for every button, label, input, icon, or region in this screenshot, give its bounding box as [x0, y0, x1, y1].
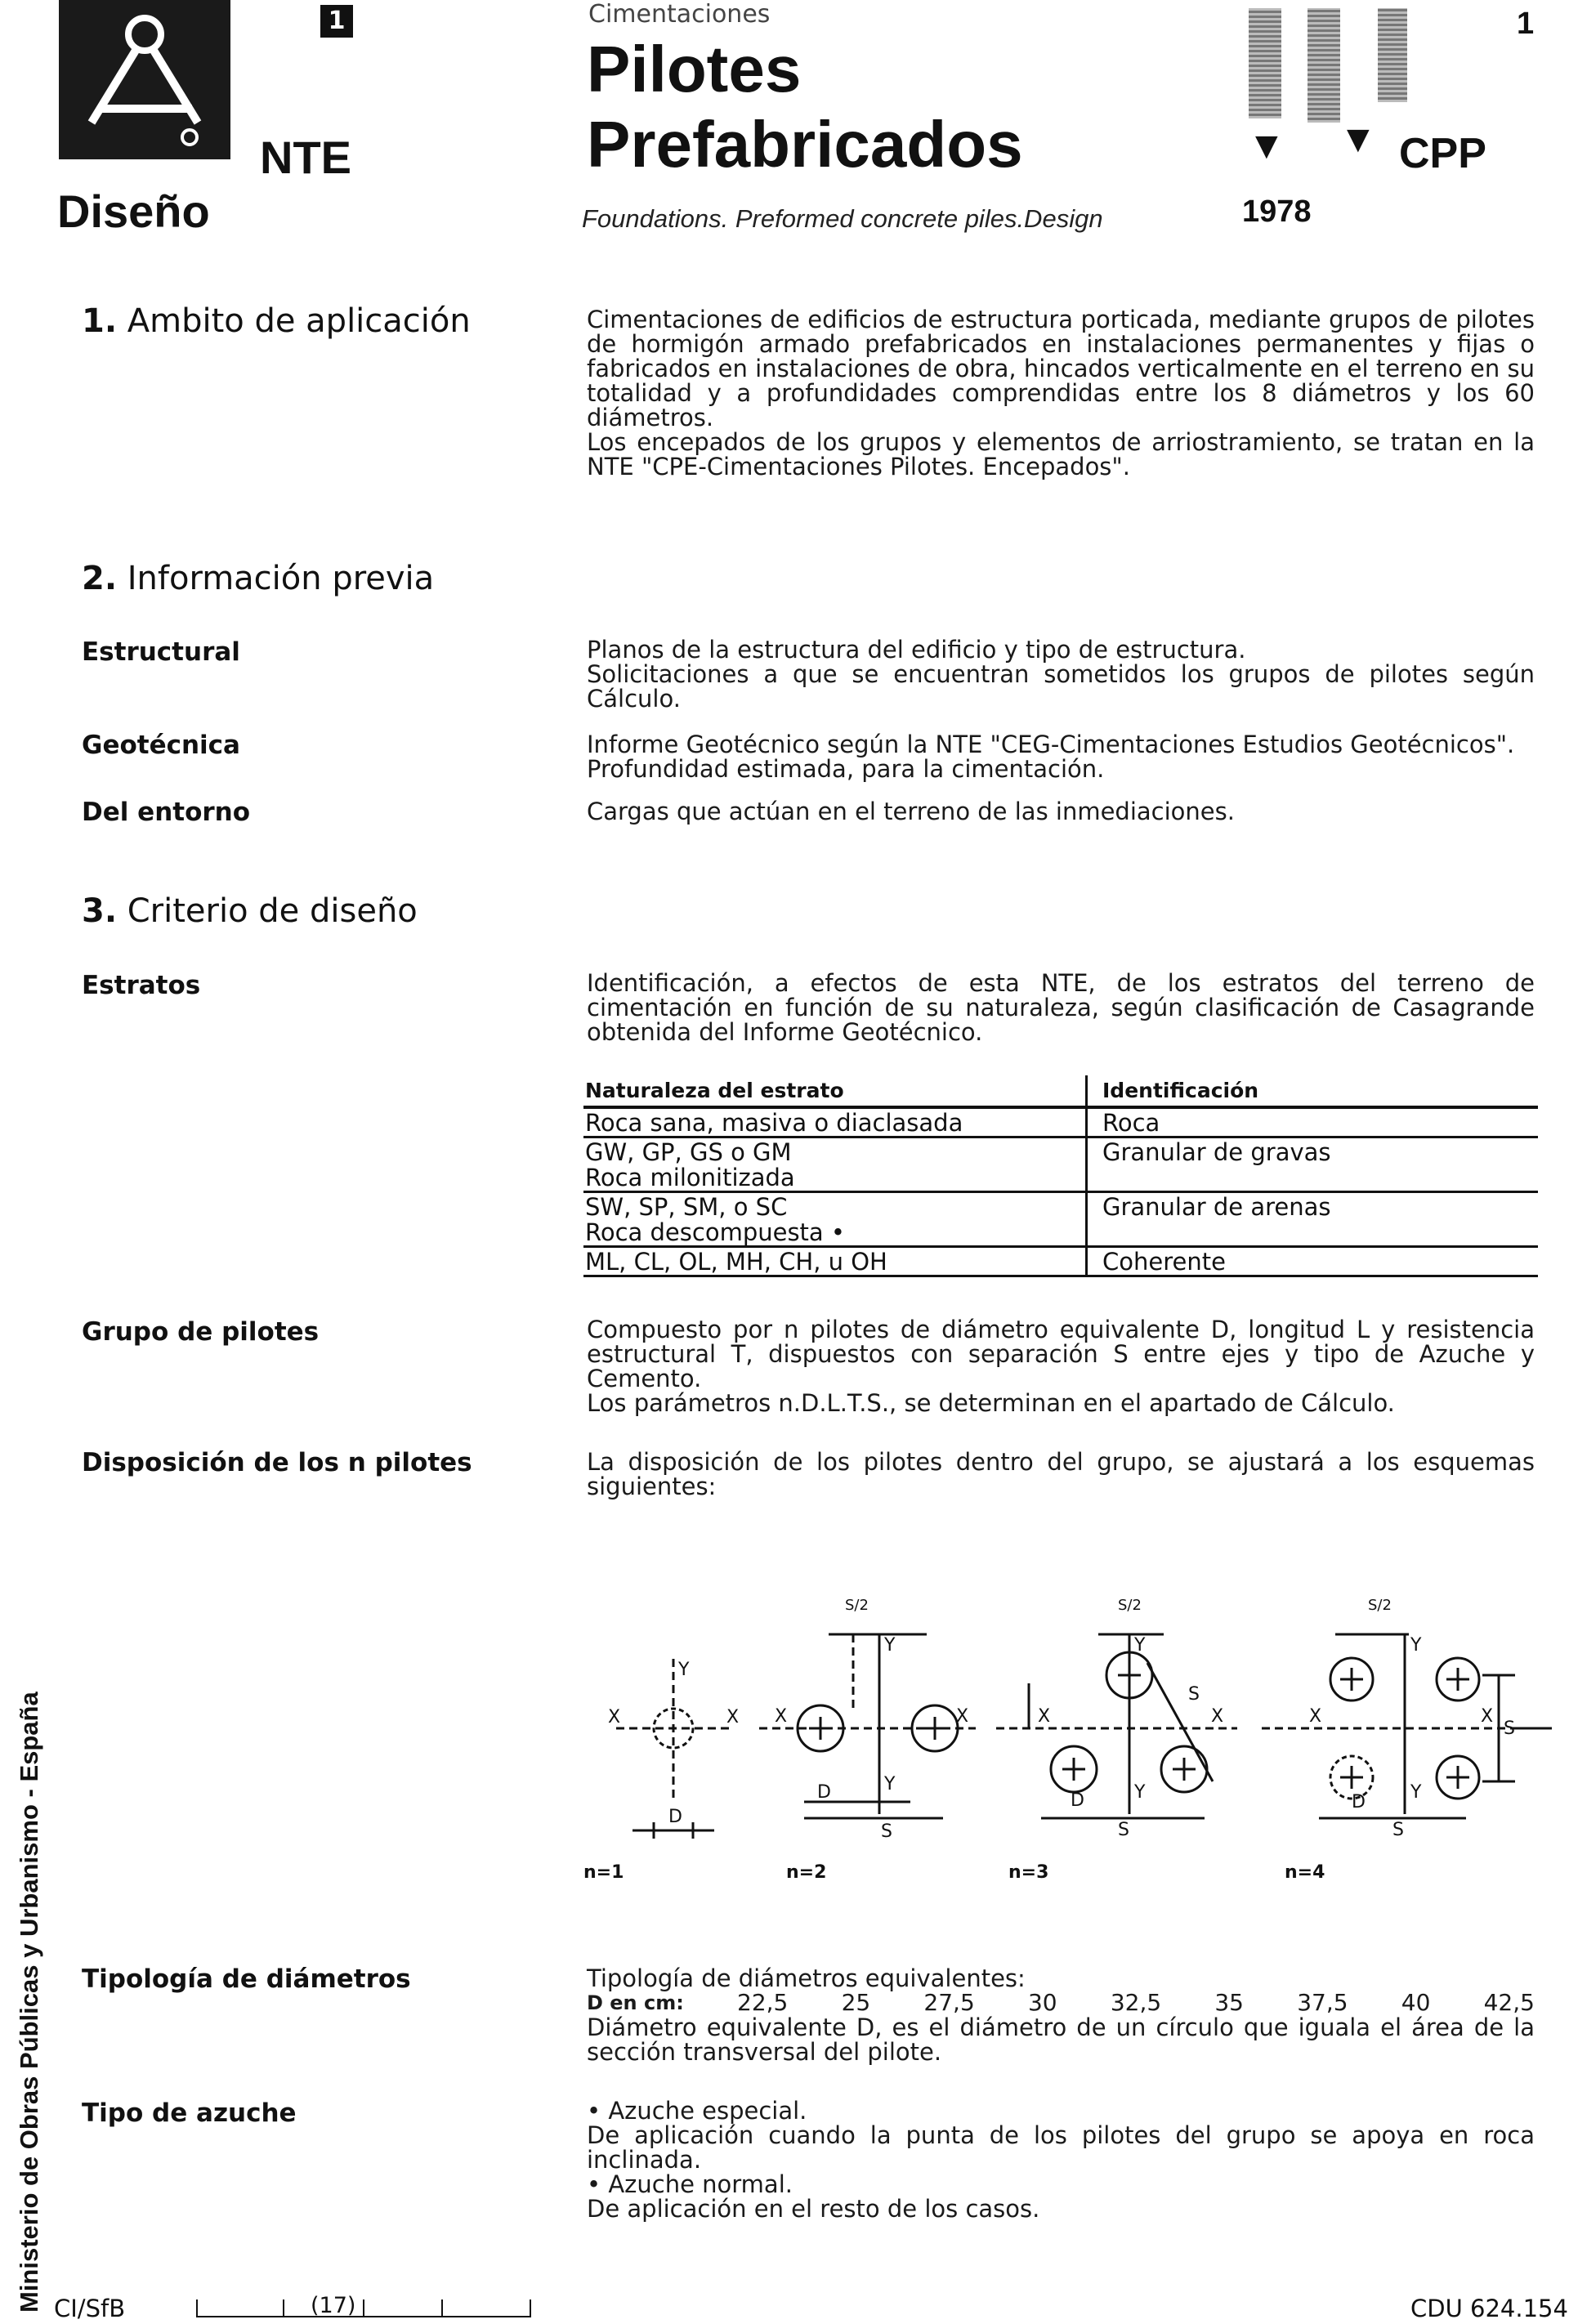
svg-text:S: S — [1392, 1820, 1404, 1840]
tipologia-text: Tipología de diámetros equivalentes: D en cm: 22,5 25 27,5 30 32,5 35 37,5 40 42,5 Diámetro equivalente D, es el diámetro de un círculo que iguala el área de la sección transversal del pilote. — [587, 1964, 1535, 2066]
table-row: SW, SP, SM, o SC Roca descompuesta • Granular de arenas — [583, 1192, 1538, 1247]
cifb-code: (17) — [311, 2293, 356, 2318]
disposicion-text: La disposición de los pilotes dentro del grupo, se ajustará a los esquemas siguientes: — [587, 1448, 1535, 1500]
pile-tip-icon: ▼ — [1255, 129, 1278, 163]
diameter-list — [587, 1991, 1535, 2015]
svg-text:X: X — [1309, 1706, 1322, 1727]
cdu-code: CDU 624.154 — [1410, 2295, 1568, 2322]
table-row: Roca sana, masiva o diaclasada Roca — [583, 1107, 1538, 1137]
svg-text:S: S — [881, 1821, 892, 1842]
cifb-label: CI/SfB — [54, 2295, 126, 2322]
tipologia-label: Tipología de diámetros — [82, 1964, 411, 1994]
volume-badge: 1 — [320, 5, 353, 38]
english-subtitle: Foundations. Preformed concrete piles.Design — [582, 204, 1103, 233]
estructural-label: Estructural — [82, 637, 240, 667]
svg-text:Y: Y — [884, 1774, 896, 1794]
azuche-label: Tipo de azuche — [82, 2098, 297, 2128]
svg-text:X: X — [775, 1706, 788, 1727]
pile-illustration-1 — [1249, 8, 1281, 118]
svg-text:Y: Y — [1410, 1782, 1422, 1803]
svg-text:Y: Y — [1134, 1635, 1146, 1656]
section-label: Diseño — [57, 185, 210, 237]
page-title-line1: Pilotes — [587, 33, 802, 105]
diameter-value: 32,5 — [1110, 1989, 1162, 2016]
diagram-n1 — [583, 1659, 739, 1883]
diameter-value: 27,5 — [923, 1989, 975, 2016]
svg-text:X: X — [1481, 1706, 1494, 1727]
svg-text:X: X — [956, 1706, 969, 1727]
document-code: CPP — [1399, 130, 1486, 177]
section-1-heading: 1. Ambito de aplicación — [82, 302, 471, 340]
diameter-value: 40 — [1401, 1989, 1431, 2016]
table-header-row — [583, 1075, 1538, 1107]
svg-text:X: X — [1038, 1706, 1051, 1727]
diagram-caption: n=3 — [1008, 1862, 1049, 1883]
column-header: Naturaleza del estrato — [583, 1075, 1087, 1107]
svg-text:D: D — [1352, 1792, 1366, 1812]
svg-text:Y: Y — [884, 1635, 896, 1656]
diameter-value: 30 — [1027, 1989, 1057, 2016]
svg-text:S: S — [1188, 1684, 1200, 1705]
entorno-text: Cargas que actúan en el terreno de las inmediaciones. — [587, 798, 1235, 825]
dimension-d: D — [668, 1807, 682, 1827]
svg-text:Y: Y — [1134, 1782, 1146, 1803]
section-2-heading: 2. Información previa — [82, 560, 435, 597]
svg-text:D: D — [1071, 1790, 1084, 1811]
diameter-value: 25 — [841, 1989, 871, 2016]
page-title-line2: Prefabricados — [587, 108, 1023, 181]
pile-layout-diagrams — [583, 1585, 1556, 1896]
ministry-sidebar: Ministerio de Obras Públicas y Urbanismo - España — [15, 1692, 43, 2313]
compass-logo-icon — [59, 0, 230, 159]
diagram-n4 — [1262, 1597, 1552, 1883]
svg-text:S: S — [1504, 1718, 1515, 1739]
svg-text:D: D — [817, 1782, 831, 1803]
document-year: 1978 — [1242, 194, 1312, 229]
diameter-value: 37,5 — [1297, 1989, 1348, 2016]
entorno-label: Del entorno — [82, 798, 251, 827]
estratos-text: Identificación, a efectos de esta NTE, de los estratos del terreno de cimentación en función de su naturaleza, según clasificación de Casagrande obtenida del Informe Geotécnico. — [587, 969, 1535, 1046]
svg-text:S: S — [1118, 1820, 1129, 1840]
diameter-value: 22,5 — [737, 1989, 789, 2016]
diagram-caption: n=1 — [583, 1862, 624, 1883]
nte-logo — [59, 0, 230, 159]
svg-text:S/2: S/2 — [845, 1597, 869, 1614]
diagram-n3 — [996, 1597, 1237, 1883]
diagram-caption: n=2 — [786, 1862, 827, 1883]
svg-text:S/2: S/2 — [1118, 1597, 1142, 1614]
svg-text:S/2: S/2 — [1368, 1597, 1392, 1614]
disposicion-label: Disposición de los n pilotes — [82, 1448, 472, 1477]
diameter-value: 42,5 — [1483, 1989, 1535, 2016]
diagram-n2 — [759, 1597, 976, 1883]
section-1-text: Cimentaciones de edificios de estructura porticada, mediante grupos de pilotes de hormigón armado prefabricados en instalaciones permanentes y fijas o fabricados en instalaciones de obra, hincados verticalmente en el terreno en su totalidad y a profundidades comprendidas entre los 8 diámetros y los 60 diámetros. Los encepados de los grupos y elementos de arriostramiento, se tratan en la NTE "CPE-Cimentaciones Pilotes. Encepados". — [587, 306, 1535, 480]
estructural-text: Planos de la estructura del edificio y tipo de estructura. Solicitaciones a que se encuentran sometidos los grupos de pilotes según Cálculo. — [587, 636, 1535, 713]
estratos-table — [583, 1075, 1538, 1277]
diagram-caption: n=4 — [1285, 1862, 1325, 1883]
pile-tip-icon: ▼ — [1347, 123, 1370, 156]
nte-label: NTE — [260, 132, 351, 183]
diameter-unit: D en cm: — [587, 1991, 684, 2014]
table-row: GW, GP, GS o GM Roca milonitizada Granular de gravas — [583, 1137, 1538, 1192]
cifb-code-box — [196, 2293, 531, 2317]
grupo-text: Compuesto por n pilotes de diámetro equivalente D, longitud L y resistencia estructural T, dispuestos con separación S entre ejes y tipo de Azuche y Cemento. Los parámetros n.D.L.T.S., se determinan en el apartado de Cálculo. — [587, 1316, 1535, 1417]
axis-label-x: X — [608, 1707, 621, 1727]
diameter-value: 35 — [1214, 1989, 1244, 2016]
svg-text:X: X — [1211, 1706, 1224, 1727]
geotecnica-text: Informe Geotécnico según la NTE "CEG-Cimentaciones Estudios Geotécnicos". Profundidad estimada, para la cimentación. — [587, 731, 1515, 783]
column-header: Identificación — [1087, 1075, 1539, 1107]
azuche-text: • Azuche especial. De aplicación cuando la punta de los pilotes del grupo se apoya en roca inclinada. • Azuche normal. De aplicación en el resto de los casos. — [587, 2097, 1535, 2223]
grupo-label: Grupo de pilotes — [82, 1317, 320, 1347]
geotecnica-label: Geotécnica — [82, 731, 240, 760]
category: Cimentaciones — [588, 0, 771, 29]
pile-illustration-2 — [1308, 8, 1340, 123]
estratos-label: Estratos — [82, 971, 201, 1000]
page-number: 1 — [1517, 7, 1535, 41]
axis-label-y: Y — [678, 1660, 690, 1680]
axis-label-x: X — [726, 1707, 740, 1727]
pile-illustration-3 — [1378, 8, 1407, 102]
svg-text:Y: Y — [1410, 1635, 1422, 1656]
section-3-heading: 3. Criterio de diseño — [82, 892, 418, 930]
table-row: ML, CL, OL, MH, CH, u OH Coherente — [583, 1247, 1538, 1276]
